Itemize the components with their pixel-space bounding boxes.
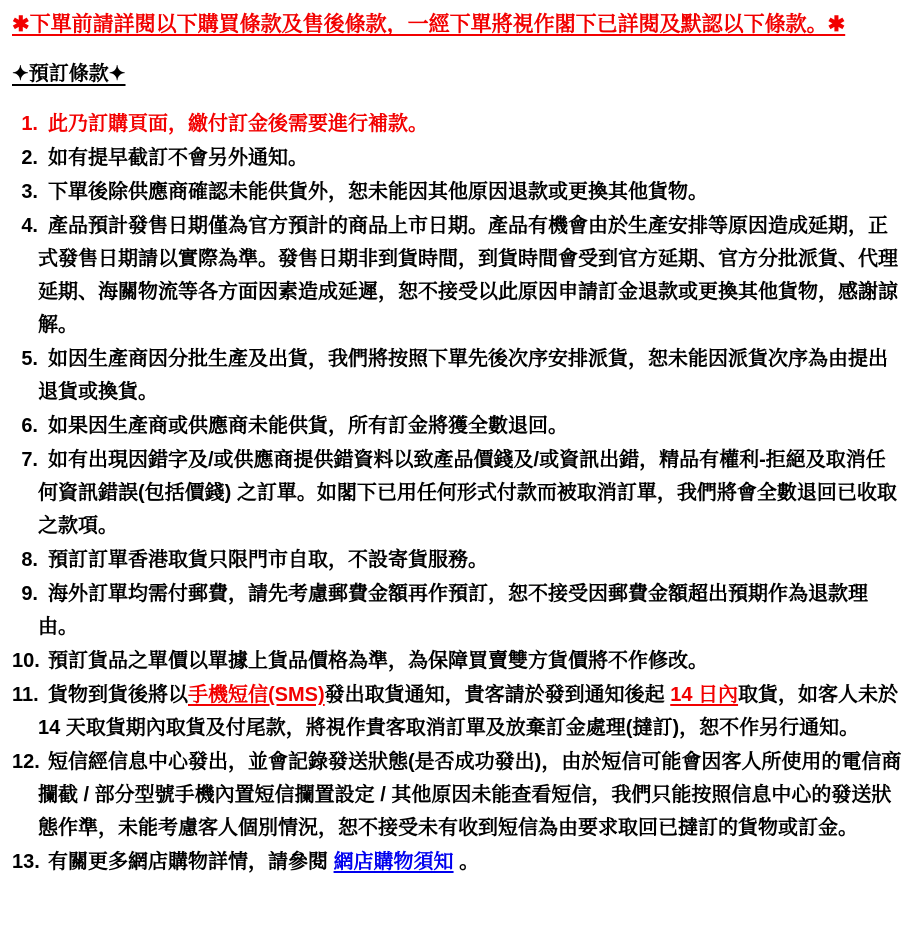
term-item: [12, 544, 903, 577]
term-text: 如有出現因錯字及/或供應商提供錯資料以致產品價錢及/或資訊出錯，精品有權利-拒絕及取消任何資訊錯誤(包括價錢) 之訂單。如閣下已用任何形式付款而被取消訂單，我們將會全數退回已收取之款項。: [38, 449, 897, 537]
term-item: [12, 176, 903, 209]
term-item: [12, 645, 903, 678]
term-item: [12, 846, 903, 879]
term-item: [12, 142, 903, 175]
term-item: [12, 343, 903, 409]
term-number: 9.: [21, 583, 38, 605]
term-number: 6.: [21, 415, 38, 437]
section-title-preorder-terms: ✦預訂條款✦: [12, 63, 126, 85]
section-title-row: [12, 60, 903, 88]
term-item: [12, 578, 903, 644]
term-text: 下單後除供應商確認未能供貨外，恕未能因其他原因退款或更換其他貨物。: [48, 181, 708, 203]
term-text: 如有提早截訂不會另外通知。: [48, 147, 308, 169]
term-text: 此乃訂購頁面，繳付訂金後需要進行補款。: [48, 113, 428, 135]
term-number: 8.: [21, 549, 38, 571]
term-text: 有關更多網店購物詳情，請參閱: [48, 851, 334, 873]
term-text: 預訂貨品之單價以單據上貨品價格為準，為保障買賣雙方貨價將不作修改。: [48, 650, 708, 672]
term-text: 短信經信息中心發出，並會記錄發送狀態(是否成功發出)，由於短信可能會因客人所使用的電信商攔截 / 部分型號手機內置短信攔置設定 / 其他原因未能查看短信，我們只能按照信息中心的發送狀態作準，未能考慮客人個別情況，恕不接受未有收到短信為由要求取回已撻訂的貨物或訂金。: [38, 751, 902, 839]
term-number: 7.: [21, 449, 38, 471]
term-item: [12, 410, 903, 443]
term-text: 取貨，如客人未於 14 天取貨期內取貨及付尾款，將視作貴客取消訂單及放棄訂金處理(撻訂)，恕不作另行通知。: [38, 684, 899, 739]
term-item: [12, 108, 903, 141]
highlighted-red-text: 手機短信(SMS): [188, 684, 325, 706]
term-text: 預訂訂單香港取貨只限門市自取，不設寄貨服務。: [48, 549, 488, 571]
term-number: 2.: [21, 147, 38, 169]
term-number: 10.: [12, 650, 40, 672]
term-item: [12, 444, 903, 543]
term-text: 發出取貨通知，貴客請於發到通知後起: [324, 684, 671, 706]
term-number: 5.: [21, 348, 38, 370]
term-number: 13.: [12, 851, 40, 873]
term-number: 3.: [21, 181, 38, 203]
term-item: [12, 210, 903, 342]
terms-list: [12, 108, 903, 879]
term-text: 。: [453, 851, 480, 873]
term-text: 海外訂單均需付郵費，請先考慮郵費金額再作預訂，恕不接受因郵費金額超出預期作為退款理由。: [38, 583, 868, 638]
term-text: 產品預計發售日期僅為官方預計的商品上市日期。產品有機會由於生產安排等原因造成延期，正式發售日期請以實際為準。發售日期非到貨時間，到貨時間會受到官方延期、官方分批派貨、代理延期、海關物流等各方面因素造成延遲，恕不接受以此原因申請訂金退款或更換其他貨物，感謝諒解。: [38, 215, 898, 336]
highlighted-red-text: 14 日內: [670, 684, 739, 706]
term-text: 如果因生產商或供應商未能供貨，所有訂金將獲全數退回。: [48, 415, 568, 437]
term-item: [12, 679, 903, 745]
term-text: 如因生產商因分批生產及出貨，我們將按照下單先後次序安排派貨，恕未能因派貨次序為由提出退貨或換貨。: [38, 348, 888, 403]
term-item: [12, 746, 903, 845]
term-number: 1.: [21, 113, 38, 135]
term-number: 12.: [12, 751, 40, 773]
shop-guide-link[interactable]: 網店購物須知: [333, 851, 454, 873]
terms-notice-header: ✱下單前請詳閱以下購買條款及售後條款，一經下單將視作閣下已詳閱及默認以下條款。✱: [12, 13, 846, 36]
term-number: 4.: [21, 215, 38, 237]
term-text: 貨物到貨後將以: [48, 684, 188, 706]
term-number: 11.: [12, 684, 39, 706]
